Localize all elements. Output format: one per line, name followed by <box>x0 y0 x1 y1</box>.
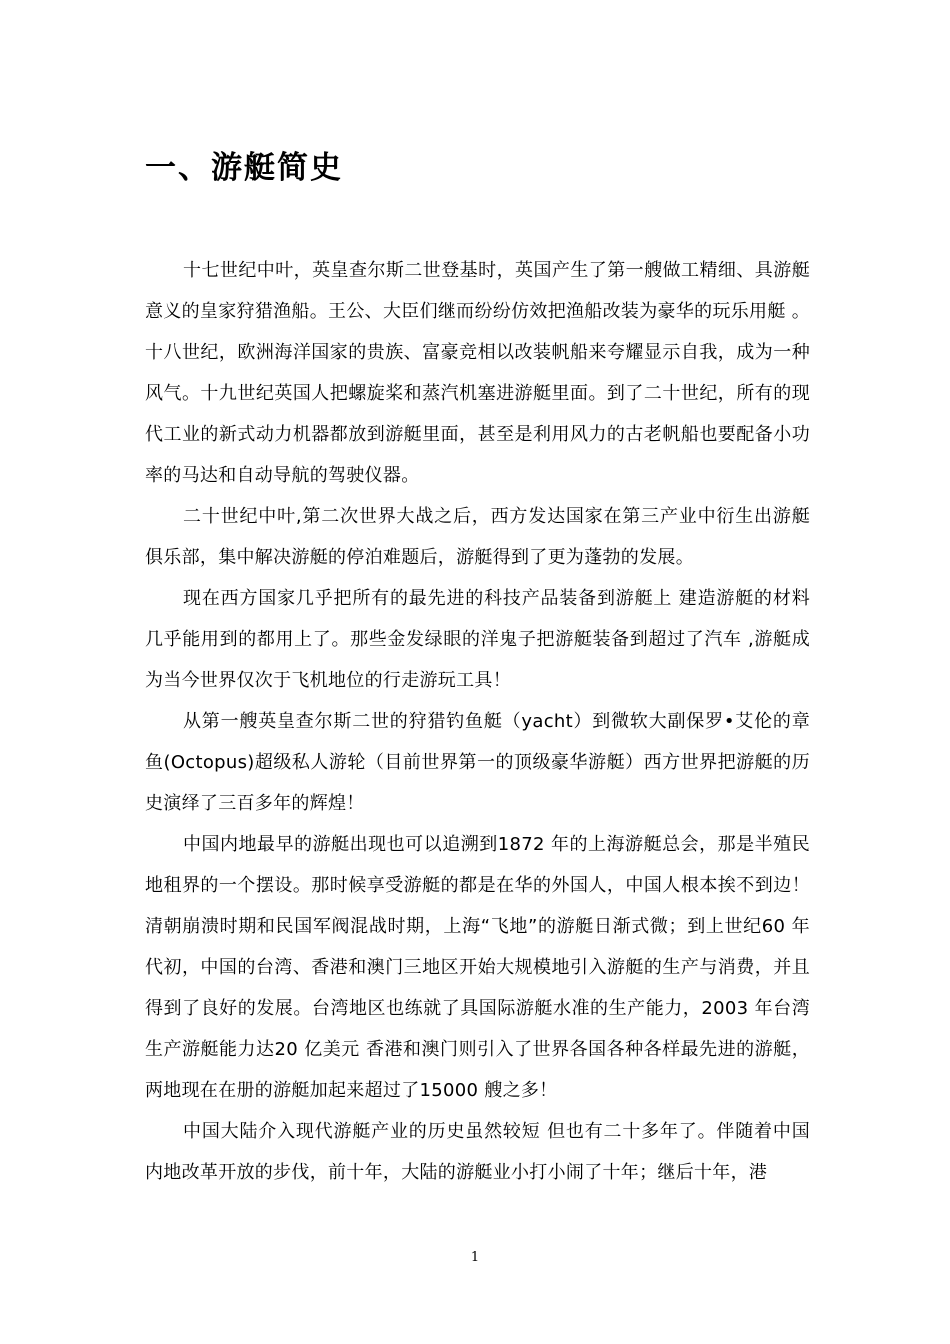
paragraph: 从第一艘英皇查尔斯二世的狩猎钓鱼艇（yacht）到微软大副保罗•艾伦的章鱼(Octopus)超级私人游轮（目前世界第一的顶级豪华游艇）西方世界把游艇的历史演绎了三百多年的辉煌！ <box>145 711 810 814</box>
paragraph: 中国大陆介入现代游艇产业的历史虽然较短 但也有二十多年了。伴随着中国内地改革开放的步伐，前十年，大陆的游艇业小打小闹了十年；继后十年，港 <box>145 1121 810 1183</box>
paragraph: 现在西方国家几乎把所有的最先进的科技产品装备到游艇上 建造游艇的材料几乎能用到的都用上了。那些金发绿眼的洋鬼子把游艇装备到超过了汽车 ,游艇成为当今世界仅次于飞机地位的行走游玩工具！ <box>145 588 810 691</box>
paragraph: 十七世纪中叶，英皇查尔斯二世登基时，英国产生了第一艘做工精细、具游艇意义的皇家狩猎渔船。王公、大臣们继而纷纷仿效把渔船改装为豪华的玩乐用艇 。十八世纪，欧洲海洋国家的贵族、富豪竞相以改装帆船来夸耀显示自我，成为一种风气。十九世纪英国人把螺旋桨和蒸汽机塞进游艇里面。到了二十世纪，所有的现代工业的新式动力机器都放到游艇里面，甚至是利用风力的古老帆船也要配备小功率的马达和自动导航的驾驶仪器。 <box>145 260 810 486</box>
paragraph: 二十世纪中叶,第二次世界大战之后，西方发达国家在第三产业中衍生出游艇俱乐部，集中解决游艇的停泊难题后，游艇得到了更为蓬勃的发展。 <box>145 506 810 568</box>
page-number: 1 <box>470 1250 480 1265</box>
body-text <box>145 250 810 1193</box>
paragraph: 中国内地最早的游艇出现也可以追溯到1872 年的上海游艇总会，那是半殖民地租界的一个摆设。那时候享受游艇的都是在华的外国人，中国人根本挨不到边！清朝崩溃时期和民国军阀混战时期，上海“飞地”的游艇日渐式微；到上世纪60 年代初，中国的台湾、香港和澳门三地区开始大规模地引入游艇的生产与消费，并且得到了良好的发展。台湾地区也练就了具国际游艇水准的生产能力，2003 年台湾生产游艇能力达20 亿美元 香港和澳门则引入了世界各国各种各样最先进的游艇，两地现在在册的游艇加起来超过了15000 艘之多！ <box>145 834 810 1101</box>
section-title: 一、游艇简史 <box>145 150 343 186</box>
